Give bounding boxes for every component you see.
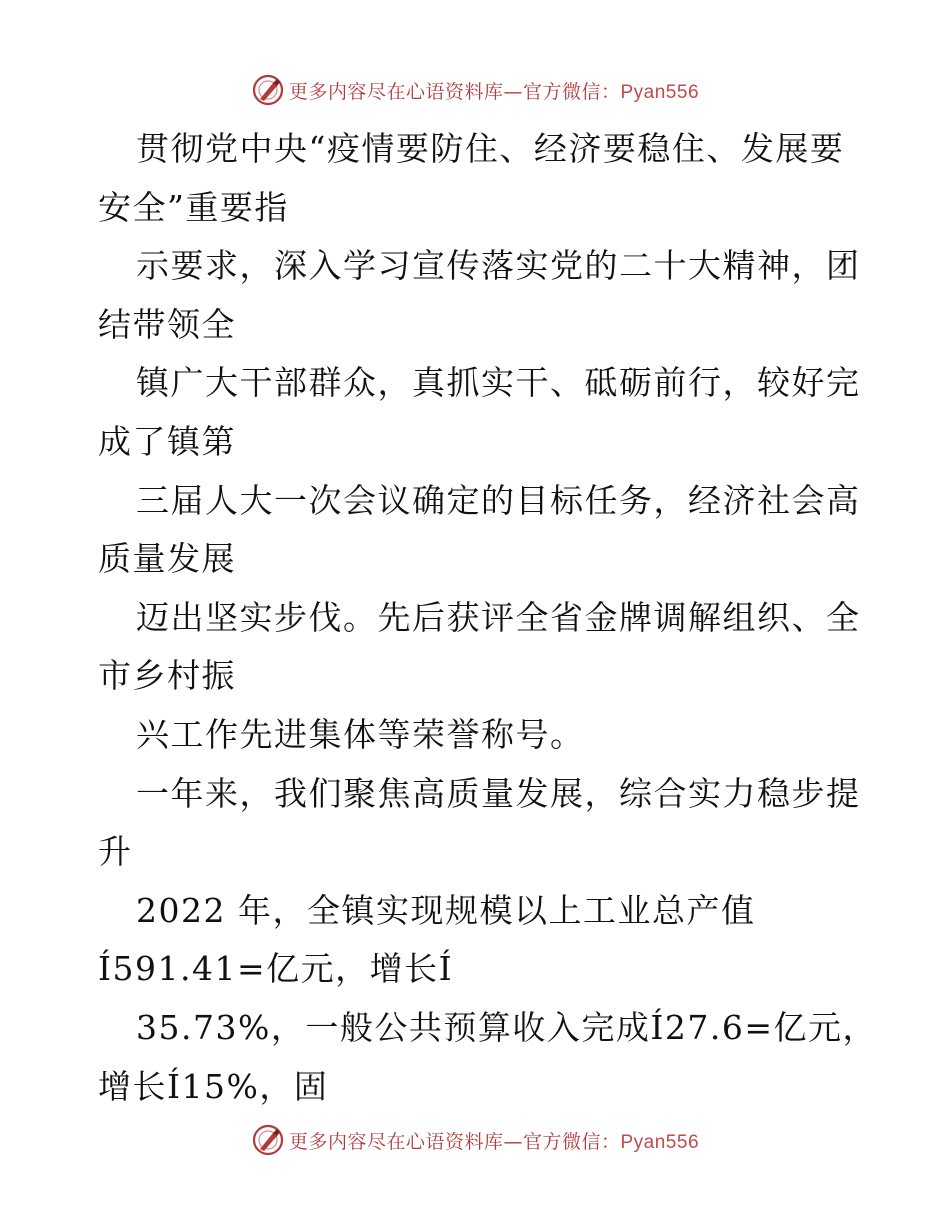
body-line: 三届人大一次会议确定的目标任务，经济社会高 [136, 480, 861, 520]
body-line: 质量发展 [98, 539, 236, 579]
watermark-prefix: 更多内容尽在心语资料库—官方微信： [288, 1130, 621, 1153]
body-line: 成了镇第 [98, 421, 236, 461]
body-line: 镇广大干部群众，真抓实干、砥砺前行，较好完 [136, 363, 861, 403]
body-line: 2022 年，全镇实现规模以上工业总产值 [136, 890, 756, 930]
watermark-wechat-id: Pyan556 [620, 1131, 700, 1153]
body-line: 增长Í15%，固 [98, 1066, 329, 1106]
body-line: 安全”重要指 [98, 187, 289, 227]
watermark-prefix: 更多内容尽在心语资料库—官方微信： [288, 80, 621, 103]
watermark-text [289, 77, 699, 104]
header-watermark [0, 70, 950, 110]
pen-nib-circle-logo [251, 73, 285, 107]
body-line: 兴工作先进集体等荣誉称号。 [136, 714, 585, 754]
body-line: 市乡村振 [98, 656, 236, 696]
footer-watermark [0, 1120, 950, 1160]
body-line: 35.73%，一般公共预算收入完成Í27.6=亿元， [136, 1007, 877, 1047]
watermark-text [289, 1127, 699, 1154]
body-line: 结带领全 [98, 304, 236, 344]
body-line: 一年来，我们聚焦高质量发展，综合实力稳步提 [136, 773, 861, 813]
document-body [98, 120, 877, 1116]
body-line: 升 [98, 832, 133, 872]
body-line: 贯彻党中央“疫情要防住、经济要稳住、发展要 [136, 129, 845, 168]
body-line: 示要求，深入学习宣传落实党的二十大精神，团 [136, 246, 861, 286]
pen-nib-circle-logo [251, 1123, 285, 1157]
watermark-wechat-id: Pyan556 [620, 81, 700, 103]
body-line: 迈出坚实步伐。先后获评全省金牌调解组织、全 [136, 597, 861, 637]
body-line: Í591.41=亿元，增长Í [98, 949, 454, 989]
